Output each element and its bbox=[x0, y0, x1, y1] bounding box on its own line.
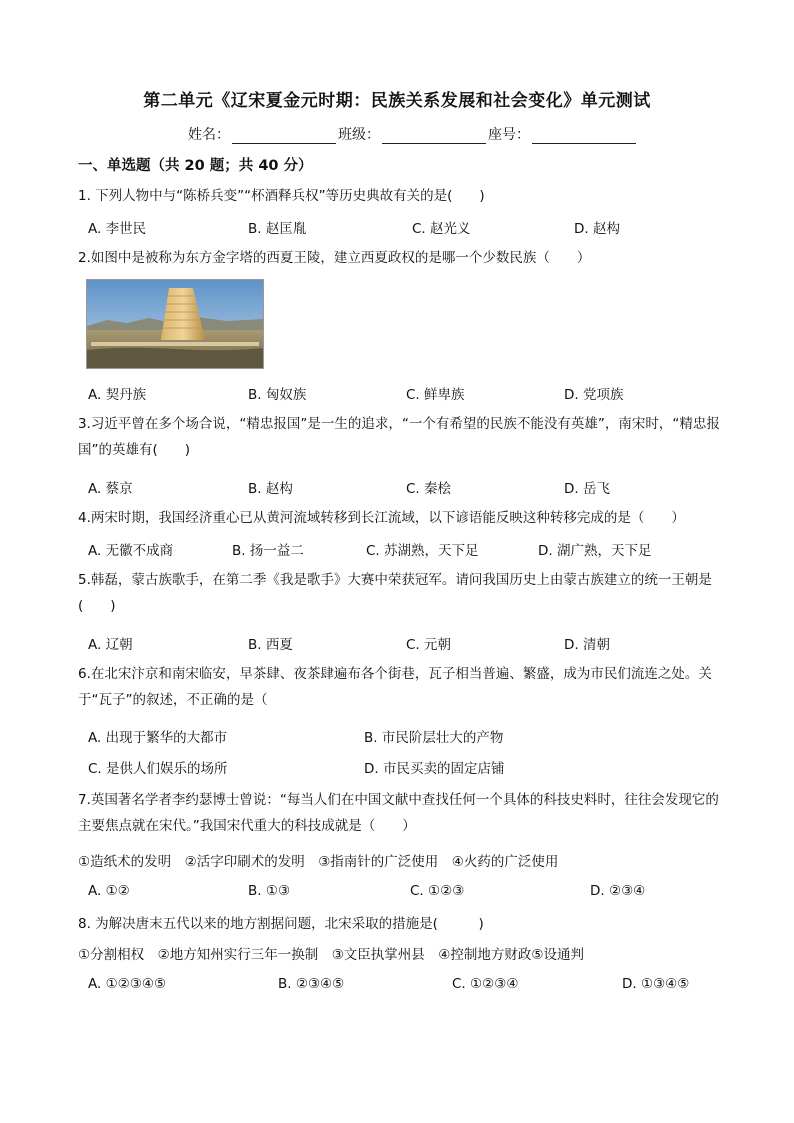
option-a[interactable]: A. 无徽不成商 bbox=[88, 543, 174, 559]
option-c[interactable]: C. 鲜卑族 bbox=[406, 387, 465, 403]
seat-label: 座号： bbox=[488, 127, 530, 143]
question-2: 2.如图中是被称为东方金字塔的西夏王陵，建立西夏政权的是哪一个少数民族（ ） bbox=[78, 250, 591, 266]
question-6: 6.在北宋汴京和南宋临安，早茶肆、夜茶肆遍布各个街巷，瓦子相当普遍、繁盛，成为市民们流连之处。关于“瓦子”的叙述，不正确的是（ bbox=[78, 666, 712, 708]
option-b[interactable]: B. ①③ bbox=[248, 883, 291, 899]
option-b[interactable]: B. 市民阶层壮大的产物 bbox=[364, 730, 504, 746]
option-a[interactable]: A. 李世民 bbox=[88, 221, 147, 237]
option-b[interactable]: B. ②③④⑤ bbox=[278, 976, 345, 992]
question-8-options bbox=[88, 976, 728, 996]
option-c[interactable]: C. 秦桧 bbox=[406, 481, 452, 497]
name-blank[interactable] bbox=[232, 129, 336, 144]
question-3: 3.习近平曾在多个场合说，“精忠报国”是一生的追求，“一个有希望的民族不能没有英雄”，南宋时，“精忠报国”的英雄有( ) bbox=[78, 416, 720, 458]
option-d[interactable]: D. 党项族 bbox=[564, 387, 624, 403]
question-1-options bbox=[88, 217, 728, 237]
option-a[interactable]: A. 辽朝 bbox=[88, 637, 133, 653]
option-d[interactable]: D. 清朝 bbox=[564, 637, 610, 653]
option-c[interactable]: C. ①②③④ bbox=[452, 976, 519, 992]
section-title: 一、单选题（共 20 题；共 40 分） bbox=[78, 158, 313, 174]
question-6-options-row-1 bbox=[88, 726, 728, 746]
option-d[interactable]: D. ①③④⑤ bbox=[622, 976, 690, 992]
option-d[interactable]: D. 赵构 bbox=[574, 221, 620, 237]
option-b[interactable]: B. 赵构 bbox=[248, 481, 293, 497]
option-a[interactable]: A. ①② bbox=[88, 883, 130, 899]
question-8-items: ①分割相权 ②地方知州实行三年一换制 ③文臣执掌州县 ④控制地方财政⑤设通判 bbox=[78, 947, 585, 963]
question-6-options-row-2 bbox=[88, 757, 728, 777]
class-label: 班级： bbox=[338, 127, 380, 143]
question-7: 7.英国著名学者李约瑟博士曾说：“每当人们在中国文献中查找任何一个具体的科技史料时，往往会发现它的主要焦点就在宋代。”我国宋代重大的科技成就是（ ） bbox=[78, 792, 719, 834]
option-d[interactable]: D. 湖广熟，天下足 bbox=[538, 543, 652, 559]
option-d[interactable]: D. ②③④ bbox=[590, 883, 646, 899]
option-c[interactable]: C. ①②③ bbox=[410, 883, 465, 899]
question-4-options bbox=[88, 539, 728, 559]
question-1: 1. 下列人物中与“陈桥兵变”“杯酒释兵权”等历史典故有关的是( ) bbox=[78, 188, 485, 204]
option-b[interactable]: B. 扬一益二 bbox=[232, 543, 304, 559]
question-8: 8. 为解决唐末五代以来的地方割据问题，北宋采取的措施是( ) bbox=[78, 916, 484, 932]
question-2-options bbox=[88, 383, 728, 403]
option-a[interactable]: A. 出现于繁华的大都市 bbox=[88, 730, 228, 746]
page-title: 第二单元《辽宋夏金元时期：民族关系发展和社会变化》单元测试 bbox=[143, 91, 651, 111]
seat-blank[interactable] bbox=[532, 129, 636, 144]
option-a[interactable]: A. 契丹族 bbox=[88, 387, 147, 403]
name-label: 姓名： bbox=[188, 127, 230, 143]
question-5-options bbox=[88, 633, 728, 653]
student-info-line bbox=[188, 124, 638, 144]
question-5: 5.韩磊，蒙古族歌手，在第二季《我是歌手》大赛中荣获冠军。请问我国历史上由蒙古族建立的统一王朝是( ) bbox=[78, 572, 712, 614]
option-b[interactable]: B. 赵匡胤 bbox=[248, 221, 307, 237]
option-c[interactable]: C. 赵光义 bbox=[412, 221, 471, 237]
option-b[interactable]: B. 西夏 bbox=[248, 637, 293, 653]
option-d[interactable]: D. 市民买卖的固定店铺 bbox=[364, 761, 505, 777]
option-c[interactable]: C. 苏湖熟，天下足 bbox=[366, 543, 479, 559]
option-c[interactable]: C. 元朝 bbox=[406, 637, 452, 653]
class-blank[interactable] bbox=[382, 129, 486, 144]
option-a[interactable]: A. 蔡京 bbox=[88, 481, 133, 497]
option-a[interactable]: A. ①②③④⑤ bbox=[88, 976, 167, 992]
question-3-options bbox=[88, 477, 728, 497]
option-c[interactable]: C. 是供人们娱乐的场所 bbox=[88, 761, 228, 777]
option-b[interactable]: B. 匈奴族 bbox=[248, 387, 307, 403]
question-4: 4.两宋时期，我国经济重心已从黄河流域转移到长江流域，以下谚语能反映这种转移完成的是（ ） bbox=[78, 510, 685, 526]
question-7-options bbox=[88, 883, 728, 903]
question-7-items: ①造纸术的发明 ②活字印刷术的发明 ③指南针的广泛使用 ④火药的广泛使用 bbox=[78, 854, 559, 870]
western-xia-mausoleum-image bbox=[86, 279, 264, 369]
option-d[interactable]: D. 岳飞 bbox=[564, 481, 610, 497]
